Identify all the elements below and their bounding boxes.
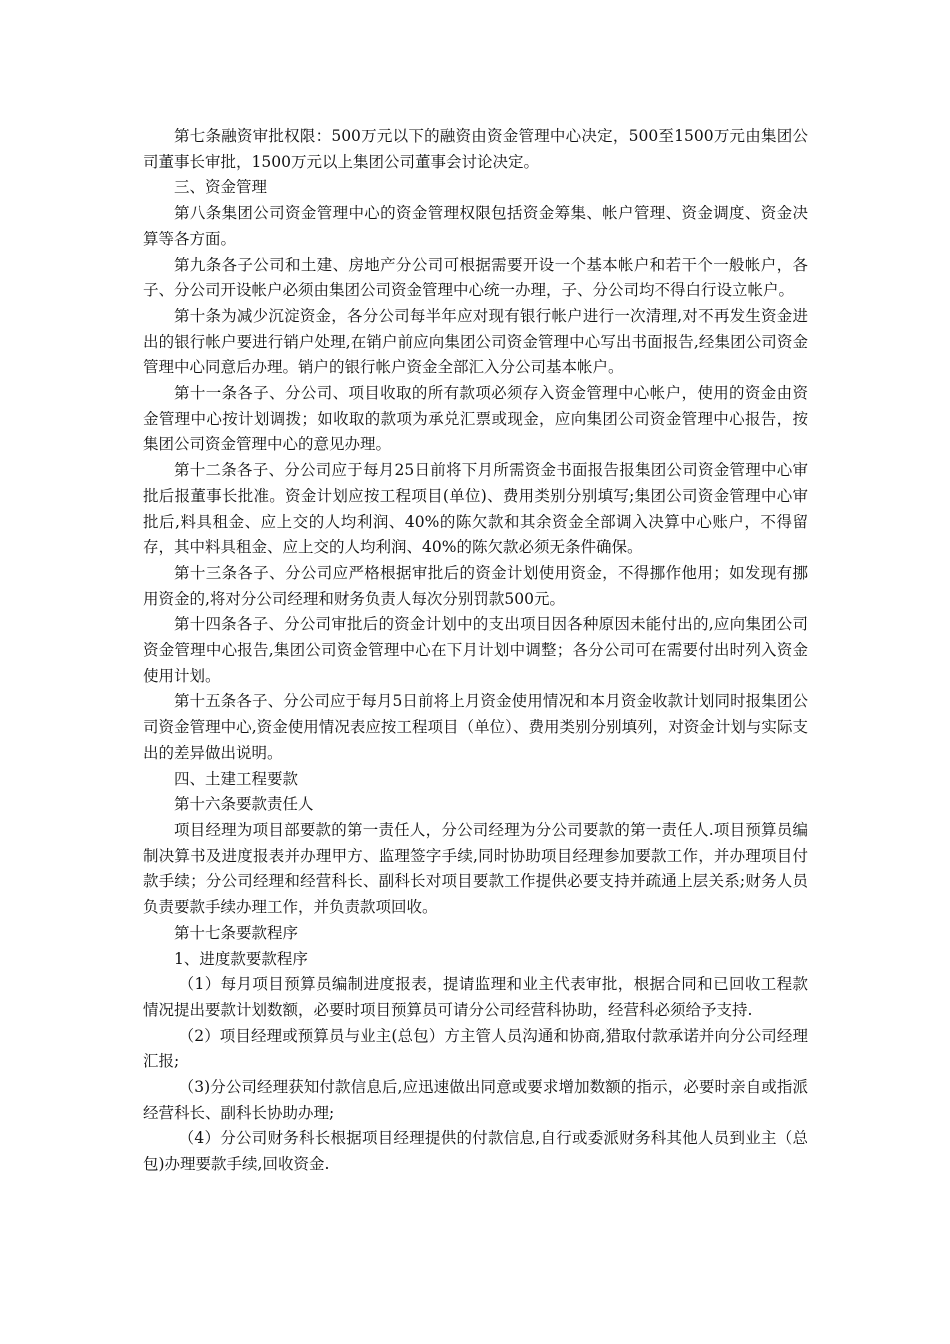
procedure-1-heading: 1、进度款要款程序: [174, 949, 308, 968]
section-heading-4: 四、土建工程要款: [174, 769, 299, 788]
article-14: 第十四条各子、分公司审批后的资金计划中的支出项目因各种原因未能付出的,应向集团公司资金管理中心报告,集团公司资金管理中心在下月计划中调整；各分公司可在需要付出时列入资金使用计划。: [143, 615, 808, 685]
article-13: 第十三条各子、分公司应严格根据审批后的资金计划使用资金，不得挪作他用；如发现有挪用资金的,将对分公司经理和财务负责人每次分别罚款500元。: [143, 563, 808, 608]
article-12: 第十二条各子、分公司应于每月25日前将下月所需资金书面报告报集团公司资金管理中心审批后报董事长批准。资金计划应按工程项目(单位)、费用类别分别填写;集团公司资金管理中心审批后,料具租金、应上交的人均利润、40%的陈欠款和其余资金全部调入决算中心账户，不得留存，其中料具租金、应上交的人均利润、40%的陈欠款必须无条件确保。: [143, 461, 808, 557]
article-16-heading: 第十六条要款责任人: [174, 795, 314, 814]
article-7: 第七条融资审批权限：500万元以下的融资由资金管理中心决定，500至1500万元由集团公司董事长审批，1500万元以上集团公司董事会讨论决定。: [143, 127, 808, 171]
document-page: [143, 124, 808, 1178]
article-17-heading: 第十七条要款程序: [174, 923, 299, 942]
section-heading-3: 三、资金管理: [174, 178, 268, 197]
article-8: 第八条集团公司资金管理中心的资金管理权限包括资金筹集、帐户管理、资金调度、资金决算等各方面。: [143, 204, 808, 248]
procedure-step-3: （3)分公司经理获知付款信息后,应迅速做出同意或要求增加数额的指示，必要时亲自或指派经营科长、副科长协助办理;: [143, 1078, 808, 1122]
article-9: 第九条各子公司和土建、房地产分公司可根据需要开设一个基本帐户和若干个一般帐户，各子、分公司开设帐户必须由集团公司资金管理中心统一办理，子、分公司均不得白行设立帐户。: [143, 255, 808, 300]
article-11: 第十一条各子、分公司、项目收取的所有款项必须存入资金管理中心帐户，使用的资金由资金管理中心按计划调拨；如收取的款项为承兑汇票或现金，应向集团公司资金管理中心报告，按集团公司资金管理中心的意见办理。: [143, 384, 808, 454]
procedure-step-4: （4）分公司财务科长根据项目经理提供的付款信息,自行或委派财务科其他人员到业主（总包)办理要款手续,回收资金.: [143, 1129, 808, 1174]
procedure-step-2: （2）项目经理或预算员与业主(总包）方主管人员沟通和协商,猎取付款承诺并向分公司经理汇报;: [143, 1026, 808, 1071]
article-15: 第十五条各子、分公司应于每月5日前将上月资金使用情况和本月资金收款计划同时报集团公司资金管理中心,资金使用情况表应按工程项目（单位）、费用类别分别填列，对资金计划与实际支出的差异做出说明。: [143, 692, 808, 762]
article-10: 第十条为减少沉淀资金，各分公司每半年应对现有银行帐户进行一次清理,对不再发生资金进出的银行帐户要进行销户处理,在销户前应向集团公司资金管理中心写出书面报告,经集团公司资金管理中心同意后办理。销户的银行帐户资金全部汇入分公司基本帐户。: [143, 306, 808, 377]
procedure-step-1: （1）每月项目预算员编制进度报表，提请监理和业主代表审批，根据合同和已回收工程款情况提出要款计划数额，必要时项目预算员可请分公司经营科协助，经营科必须给予支持.: [143, 975, 808, 1019]
article-16-body: 项目经理为项目部要款的第一责任人，分公司经理为分公司要款的第一责任人.项目预算员编制决算书及进度报表并办理甲方、监理签字手续,同时协助项目经理参加要款工作，并办理项目付款手续；分公司经理和经营科长、副科长对项目要款工作提供必要支持并疏通上层关系;财务人员负责要款手续办理工作，并负责款项回收。: [143, 820, 808, 917]
